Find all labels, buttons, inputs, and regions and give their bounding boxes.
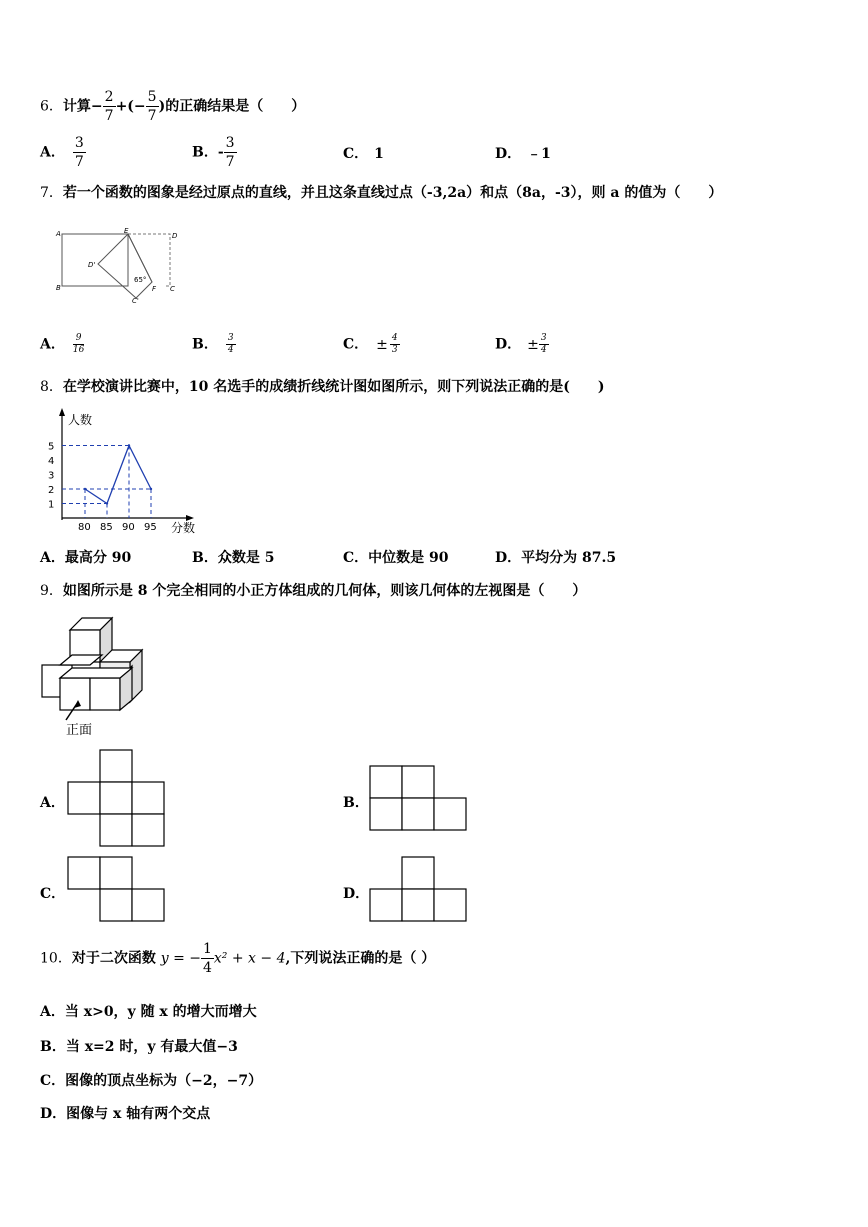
question-number: 9． [40, 583, 63, 599]
option-a: A．当 x>0，y 随 x 的增大而增大 [40, 1004, 257, 1020]
option-a: A． $\frac{3}{7}$ [40, 135, 84, 170]
cube-front [90, 678, 120, 710]
y-tick-label: 5 [48, 441, 55, 453]
option-b: B． $\frac{3}{4}$ [192, 333, 234, 355]
option-a-view [66, 748, 166, 848]
option-c-label: C． [40, 886, 66, 902]
stem-text: ,下列说法正确的是（ ） [285, 950, 436, 967]
question-number: 8． [40, 379, 63, 395]
question-7-stem [40, 182, 722, 202]
score-series-line [85, 446, 151, 504]
fraction: $\frac{5}{7}$ [147, 89, 157, 124]
stem-text: 如图所示是 8 个完全相同的小正方体组成的几何体，则该几何体的左视图是（ ） [62, 583, 587, 599]
question-8-stem [40, 376, 605, 396]
question-number: 10． [40, 950, 72, 967]
x-tick-label: 85 [100, 522, 113, 533]
y-axis-label: 人数 [68, 413, 93, 427]
equation-part: y = − [160, 950, 201, 967]
y-tick-label: 4 [48, 456, 55, 467]
option-c: C． ± $\frac{4}{3}$ [343, 333, 398, 355]
option-c: C． 1 [343, 146, 384, 162]
option-b: B．众数是 5 [192, 550, 275, 566]
data-point [150, 488, 152, 490]
question-number: 7． [40, 185, 63, 201]
option-a: A．最高分 90 [40, 550, 132, 566]
rectangle-abcd [62, 234, 128, 286]
question-6-stem [40, 88, 305, 125]
option-b-view [368, 764, 470, 832]
stem-text: )的正确结果是（ ） [158, 98, 306, 115]
y-tick-label: 3 [48, 470, 55, 482]
option-d: D． ± $\frac{3}{4}$ [495, 333, 547, 355]
data-point [128, 444, 130, 446]
option-d-view [368, 855, 470, 923]
option-d-label: D． [343, 886, 370, 902]
fraction: $\frac{1}{4}$ [202, 941, 212, 976]
equation-part: x² + x − 4 [213, 950, 286, 967]
cube-top [60, 655, 102, 665]
option-a-label: A． [40, 795, 65, 811]
x-tick-label: 95 [144, 522, 157, 533]
y-tick-label: 2 [48, 485, 55, 496]
option-d: D． ﹣1 [495, 146, 551, 162]
figure-label: A [56, 230, 61, 238]
option-d: D．图像与 x 轴有两个交点 [40, 1106, 211, 1122]
figure-label: E [124, 227, 129, 235]
option-a: A． $\frac{9}{16}$ [40, 333, 85, 355]
figure-label: D [172, 232, 178, 240]
option-b-label: B． [343, 795, 369, 811]
operator: +(− [115, 98, 146, 115]
data-point [84, 488, 86, 490]
figure-label: C' [132, 297, 139, 304]
fraction: $\frac{2}{7}$ [104, 89, 114, 124]
option-c: C．中位数是 90 [343, 550, 449, 566]
stem-text: 若一个函数的图象是经过原点的直线，并且这条直线过点（-3,2a）和点（8a，-3），则 a 的值为（ ） [62, 185, 723, 201]
option-b: B．当 x=2 时，y 有最大值−3 [40, 1039, 238, 1055]
front-label: 正面 [66, 723, 93, 738]
question-9-stem [40, 580, 586, 600]
figure-label: 65° [134, 276, 147, 284]
figure-label: D' [88, 261, 96, 269]
x-axis-label: 分数 [171, 521, 196, 535]
stem-text: 计算 [62, 98, 91, 115]
cube-top [60, 668, 132, 678]
score-line-chart [40, 404, 210, 540]
y-tick-label: 1 [48, 499, 55, 511]
minus-sign: − [90, 98, 103, 115]
option-d: D．平均分为 87.5 [495, 550, 617, 566]
y-axis-arrow [59, 408, 65, 416]
question-number: 6． [40, 98, 63, 115]
cube-solid-figure [40, 610, 150, 740]
figure-label: B [56, 284, 61, 292]
fold-line [128, 234, 152, 282]
data-point [106, 502, 108, 504]
x-tick-label: 80 [78, 522, 91, 533]
stem-text: 在学校演讲比赛中，10 名选手的成绩折线统计图如图所示，则下列说法正确的是( ) [62, 379, 605, 395]
figure-label: F [152, 285, 157, 293]
question-10-stem [40, 940, 435, 977]
figure-label: C [170, 285, 175, 293]
option-c: C．图像的顶点坐标为（−2，−7） [40, 1073, 263, 1089]
x-tick-label: 90 [122, 522, 135, 533]
option-b: B．- $\frac{3}{7}$ [192, 135, 235, 170]
stem-text: 对于二次函数 [71, 950, 156, 967]
option-c-view [66, 855, 168, 923]
rectangle-fold-figure [52, 224, 184, 304]
